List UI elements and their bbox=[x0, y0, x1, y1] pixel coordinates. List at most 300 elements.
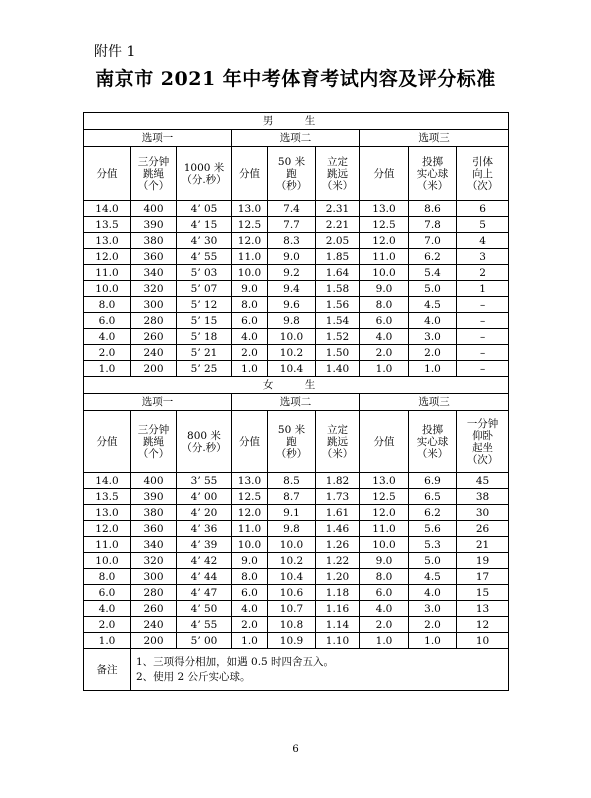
female-header-5 bbox=[316, 411, 360, 473]
female-column-headers bbox=[84, 411, 509, 473]
table-cell: 8.5 bbox=[268, 473, 316, 489]
table-cell: 8.0 bbox=[360, 297, 409, 313]
table-cell: – bbox=[457, 345, 509, 361]
table-cell: 13.0 bbox=[232, 201, 268, 217]
table-cell: 1.14 bbox=[316, 617, 360, 633]
header-line: 50 米 bbox=[277, 423, 306, 436]
male-header-7 bbox=[409, 147, 457, 201]
table-cell: 45 bbox=[457, 473, 509, 489]
table-row bbox=[84, 537, 509, 553]
table-cell: 9.0 bbox=[232, 553, 268, 569]
table-cell: 320 bbox=[131, 281, 177, 297]
table-cell: 13.0 bbox=[84, 505, 131, 521]
header-line: 跑 bbox=[286, 435, 297, 448]
table-cell: 9.2 bbox=[268, 265, 316, 281]
table-cell: 2 bbox=[457, 265, 509, 281]
male-option-2: 选项二 bbox=[232, 130, 360, 147]
table-cell: 2.0 bbox=[409, 617, 457, 633]
table-cell: 14.0 bbox=[84, 473, 131, 489]
male-header-1 bbox=[131, 147, 177, 201]
table-cell: 2.0 bbox=[409, 345, 457, 361]
header-line: 跑 bbox=[286, 167, 297, 180]
header-line: 起坐 bbox=[472, 441, 494, 454]
table-cell: 300 bbox=[131, 569, 177, 585]
table-cell: 5’ 12 bbox=[177, 297, 232, 313]
table-cell: 6.0 bbox=[232, 585, 268, 601]
table-cell: 1.58 bbox=[316, 281, 360, 297]
table-cell: 4.0 bbox=[409, 313, 457, 329]
table-cell: 380 bbox=[131, 505, 177, 521]
scoring-table bbox=[83, 112, 509, 691]
table-cell: 6.0 bbox=[360, 313, 409, 329]
table-cell: 5.4 bbox=[409, 265, 457, 281]
table-cell: 11.0 bbox=[360, 249, 409, 265]
table-cell: 1.61 bbox=[316, 505, 360, 521]
table-row bbox=[84, 297, 509, 313]
table-row bbox=[84, 217, 509, 233]
table-cell: 10 bbox=[457, 633, 509, 649]
table-cell: 2.0 bbox=[360, 617, 409, 633]
table-cell: 10.0 bbox=[268, 329, 316, 345]
header-line: （分.秒） bbox=[181, 441, 227, 454]
table-cell: 5’ 03 bbox=[177, 265, 232, 281]
table-cell: 1 bbox=[457, 281, 509, 297]
table-cell: 240 bbox=[131, 617, 177, 633]
table-cell: 5’ 00 bbox=[177, 633, 232, 649]
header-line: 分值 bbox=[239, 167, 260, 180]
table-cell: 400 bbox=[131, 201, 177, 217]
table-cell: – bbox=[457, 361, 509, 377]
table-cell: 13.0 bbox=[360, 201, 409, 217]
table-cell: 8.6 bbox=[409, 201, 457, 217]
male-header-2 bbox=[177, 147, 232, 201]
table-cell: 11.0 bbox=[232, 249, 268, 265]
header-line: （个） bbox=[137, 179, 170, 192]
table-cell: 380 bbox=[131, 233, 177, 249]
table-cell: 13.0 bbox=[232, 473, 268, 489]
header-line: 引体 bbox=[472, 155, 494, 168]
table-row bbox=[84, 265, 509, 281]
header-line: 跳远 bbox=[327, 167, 348, 180]
table-row bbox=[84, 361, 509, 377]
table-cell: 4’ 50 bbox=[177, 601, 232, 617]
table-row bbox=[84, 201, 509, 217]
male-column-headers bbox=[84, 147, 509, 201]
table-cell: 4’ 00 bbox=[177, 489, 232, 505]
table-cell: 3.0 bbox=[409, 601, 457, 617]
table-cell: 1.10 bbox=[316, 633, 360, 649]
header-line: 800 米 bbox=[187, 429, 221, 442]
male-option-3: 选项三 bbox=[360, 130, 509, 147]
male-label: 男 生 bbox=[84, 113, 509, 130]
table-cell: 9.0 bbox=[360, 281, 409, 297]
male-header-5 bbox=[316, 147, 360, 201]
table-row bbox=[84, 281, 509, 297]
table-cell: 360 bbox=[131, 249, 177, 265]
female-header-4 bbox=[268, 411, 316, 473]
table-cell: 3 bbox=[457, 249, 509, 265]
table-cell: 390 bbox=[131, 217, 177, 233]
header-line: 投掷 bbox=[422, 155, 443, 168]
table-cell: 5 bbox=[457, 217, 509, 233]
table-cell: 8.0 bbox=[232, 297, 268, 313]
table-cell: 4.5 bbox=[409, 297, 457, 313]
table-cell: 1.0 bbox=[232, 361, 268, 377]
table-cell: 1.40 bbox=[316, 361, 360, 377]
table-cell: 26 bbox=[457, 521, 509, 537]
table-cell: 260 bbox=[131, 329, 177, 345]
table-cell: 10.4 bbox=[268, 361, 316, 377]
table-cell: 6 bbox=[457, 201, 509, 217]
table-row bbox=[84, 249, 509, 265]
table-cell: 5’ 15 bbox=[177, 313, 232, 329]
table-row bbox=[84, 233, 509, 249]
table-cell: 340 bbox=[131, 537, 177, 553]
male-option-1: 选项一 bbox=[84, 130, 232, 147]
male-header-6 bbox=[360, 147, 409, 201]
table-cell: 13 bbox=[457, 601, 509, 617]
header-line: 投掷 bbox=[422, 423, 443, 436]
table-cell: 1.85 bbox=[316, 249, 360, 265]
table-cell: 4’ 36 bbox=[177, 521, 232, 537]
table-cell: 2.0 bbox=[232, 345, 268, 361]
table-cell: 2.0 bbox=[360, 345, 409, 361]
table-cell: 3’ 55 bbox=[177, 473, 232, 489]
table-cell: 12.0 bbox=[360, 233, 409, 249]
female-header-8 bbox=[457, 411, 509, 473]
table-cell: 12.0 bbox=[84, 521, 131, 537]
table-cell: 4.0 bbox=[84, 601, 131, 617]
table-cell: 240 bbox=[131, 345, 177, 361]
table-cell: 4’ 39 bbox=[177, 537, 232, 553]
table-cell: 2.31 bbox=[316, 201, 360, 217]
table-cell: 11.0 bbox=[232, 521, 268, 537]
header-line: 向上 bbox=[472, 167, 494, 180]
table-cell: 340 bbox=[131, 265, 177, 281]
table-cell: 17 bbox=[457, 569, 509, 585]
header-line: 实心球 bbox=[416, 167, 449, 180]
male-header-3 bbox=[232, 147, 268, 201]
table-cell: 9.0 bbox=[360, 553, 409, 569]
female-label: 女 生 bbox=[84, 377, 509, 394]
table-cell: 1.20 bbox=[316, 569, 360, 585]
table-cell: 10.0 bbox=[84, 281, 131, 297]
table-cell: 10.2 bbox=[268, 345, 316, 361]
table-cell: 360 bbox=[131, 521, 177, 537]
table-cell: 10.0 bbox=[232, 537, 268, 553]
table-cell: – bbox=[457, 297, 509, 313]
table-row bbox=[84, 505, 509, 521]
table-cell: 5’ 18 bbox=[177, 329, 232, 345]
header-line: 分值 bbox=[96, 435, 118, 448]
header-line: 立定 bbox=[327, 423, 348, 436]
female-header-1 bbox=[131, 411, 177, 473]
table-cell: 11.0 bbox=[84, 265, 131, 281]
header-line: （秒） bbox=[275, 447, 308, 460]
table-cell: 9.6 bbox=[268, 297, 316, 313]
table-cell: 21 bbox=[457, 537, 509, 553]
header-line: （分.秒） bbox=[181, 173, 227, 186]
table-cell: 1.52 bbox=[316, 329, 360, 345]
notes-label: 备注 bbox=[84, 649, 131, 691]
table-cell: 1.0 bbox=[409, 361, 457, 377]
male-header-8 bbox=[457, 147, 509, 201]
table-cell: 7.4 bbox=[268, 201, 316, 217]
table-cell: 5.3 bbox=[409, 537, 457, 553]
table-cell: 10.2 bbox=[268, 553, 316, 569]
table-cell: 260 bbox=[131, 601, 177, 617]
table-cell: 1.73 bbox=[316, 489, 360, 505]
table-cell: 9.0 bbox=[268, 249, 316, 265]
table-cell: 320 bbox=[131, 553, 177, 569]
table-cell: 4.0 bbox=[409, 585, 457, 601]
male-header-4 bbox=[268, 147, 316, 201]
table-cell: 6.0 bbox=[84, 585, 131, 601]
table-cell: 1.46 bbox=[316, 521, 360, 537]
table-cell: 4.5 bbox=[409, 569, 457, 585]
header-line: 三分钟 bbox=[137, 155, 170, 168]
table-cell: 13.0 bbox=[84, 233, 131, 249]
table-row bbox=[84, 329, 509, 345]
table-cell: 12.0 bbox=[232, 233, 268, 249]
table-cell: 10.0 bbox=[360, 265, 409, 281]
table-cell: 12.0 bbox=[232, 505, 268, 521]
table-cell: 10.0 bbox=[268, 537, 316, 553]
table-cell: 1.56 bbox=[316, 297, 360, 313]
table-cell: – bbox=[457, 329, 509, 345]
table-cell: 2.05 bbox=[316, 233, 360, 249]
table-cell: 10.8 bbox=[268, 617, 316, 633]
table-row bbox=[84, 633, 509, 649]
header-line: （秒） bbox=[275, 179, 308, 192]
notes-section bbox=[84, 649, 509, 691]
table-cell: 6.0 bbox=[360, 585, 409, 601]
table-cell: 1.54 bbox=[316, 313, 360, 329]
table-cell: 200 bbox=[131, 633, 177, 649]
page-number: 6 bbox=[292, 744, 299, 755]
header-line: （米） bbox=[321, 179, 354, 192]
table-row bbox=[84, 585, 509, 601]
table-cell: 9.8 bbox=[268, 521, 316, 537]
table-cell: 10.7 bbox=[268, 601, 316, 617]
table-cell: 1.26 bbox=[316, 537, 360, 553]
table-cell: 200 bbox=[131, 361, 177, 377]
table-cell: 4.0 bbox=[84, 329, 131, 345]
table-cell: 4’ 44 bbox=[177, 569, 232, 585]
header-line: 跳绳 bbox=[143, 435, 164, 448]
table-row bbox=[84, 553, 509, 569]
table-cell: 7.7 bbox=[268, 217, 316, 233]
table-cell: 12.5 bbox=[360, 489, 409, 505]
table-cell: 12.5 bbox=[360, 217, 409, 233]
table-cell: 10.0 bbox=[360, 537, 409, 553]
table-row bbox=[84, 601, 509, 617]
table-cell: 300 bbox=[131, 297, 177, 313]
table-cell: 5.6 bbox=[409, 521, 457, 537]
table-cell: 8.7 bbox=[268, 489, 316, 505]
female-option-2: 选项二 bbox=[232, 394, 360, 411]
table-cell: 12.5 bbox=[232, 217, 268, 233]
header-line: （次） bbox=[466, 179, 499, 192]
table-cell: 1.0 bbox=[84, 361, 131, 377]
table-cell: 4 bbox=[457, 233, 509, 249]
header-line: 分值 bbox=[239, 435, 260, 448]
table-cell: 1.18 bbox=[316, 585, 360, 601]
table-cell: 8.0 bbox=[84, 297, 131, 313]
table-row bbox=[84, 521, 509, 537]
table-cell: 8.3 bbox=[268, 233, 316, 249]
female-header-2 bbox=[177, 411, 232, 473]
note-line-2: 2、使用 2 公斤实心球。 bbox=[136, 670, 251, 683]
table-cell: 1.0 bbox=[84, 633, 131, 649]
table-cell: 11.0 bbox=[360, 521, 409, 537]
table-cell: 9.4 bbox=[268, 281, 316, 297]
table-cell: 1.22 bbox=[316, 553, 360, 569]
table-cell: 10.0 bbox=[232, 265, 268, 281]
table-cell: 4.0 bbox=[360, 601, 409, 617]
table-cell: 13.0 bbox=[360, 473, 409, 489]
table-cell: 2.0 bbox=[232, 617, 268, 633]
table-cell: 2.0 bbox=[84, 617, 131, 633]
header-line: （次） bbox=[466, 453, 499, 466]
table-cell: 8.0 bbox=[84, 569, 131, 585]
table-cell: 1.0 bbox=[360, 361, 409, 377]
table-cell: 12.0 bbox=[360, 505, 409, 521]
table-cell: 1.0 bbox=[360, 633, 409, 649]
table-cell: 10.6 bbox=[268, 585, 316, 601]
table-cell: 1.82 bbox=[316, 473, 360, 489]
table-cell: 15 bbox=[457, 585, 509, 601]
table-cell: 6.0 bbox=[84, 313, 131, 329]
header-line: 仰卧 bbox=[472, 429, 494, 442]
header-line: （米） bbox=[416, 179, 449, 192]
table-cell: 4’ 20 bbox=[177, 505, 232, 521]
female-option-1: 选项一 bbox=[84, 394, 232, 411]
table-cell: 7.8 bbox=[409, 217, 457, 233]
table-cell: 8.0 bbox=[360, 569, 409, 585]
female-header-3 bbox=[232, 411, 268, 473]
table-cell: 4’ 42 bbox=[177, 553, 232, 569]
table-cell: 6.2 bbox=[409, 505, 457, 521]
table-cell: 38 bbox=[457, 489, 509, 505]
table-cell: 1.64 bbox=[316, 265, 360, 281]
table-cell: 4’ 55 bbox=[177, 249, 232, 265]
table-cell: 390 bbox=[131, 489, 177, 505]
header-line: 三分钟 bbox=[137, 423, 170, 436]
table-cell: 4.0 bbox=[232, 601, 268, 617]
table-cell: 1.16 bbox=[316, 601, 360, 617]
header-line: 分值 bbox=[373, 167, 395, 180]
table-row bbox=[84, 489, 509, 505]
table-cell: 5.0 bbox=[409, 553, 457, 569]
header-line: 跳远 bbox=[327, 435, 348, 448]
page-title: 南京市 2021 年中考体育考试内容及评分标准 bbox=[95, 68, 496, 90]
header-line: 一分钟 bbox=[466, 417, 499, 430]
table-cell: 5’ 21 bbox=[177, 345, 232, 361]
table-cell: 4’ 30 bbox=[177, 233, 232, 249]
table-row bbox=[84, 569, 509, 585]
male-header-0 bbox=[84, 147, 131, 201]
table-cell: 10.0 bbox=[84, 553, 131, 569]
table-cell: 280 bbox=[131, 585, 177, 601]
table-cell: 1.0 bbox=[232, 633, 268, 649]
header-line: 1000 米 bbox=[183, 161, 225, 174]
female-header-0 bbox=[84, 411, 131, 473]
table-cell: 2.21 bbox=[316, 217, 360, 233]
table-cell: 4.0 bbox=[232, 329, 268, 345]
table-cell: 5’ 25 bbox=[177, 361, 232, 377]
table-cell: 10.9 bbox=[268, 633, 316, 649]
header-line: （个） bbox=[137, 447, 170, 460]
header-line: 分值 bbox=[96, 167, 118, 180]
table-cell: 7.0 bbox=[409, 233, 457, 249]
table-cell: 5.0 bbox=[409, 281, 457, 297]
header-line: 50 米 bbox=[277, 155, 306, 168]
table-cell: 4’ 55 bbox=[177, 617, 232, 633]
header-line: 实心球 bbox=[416, 435, 449, 448]
table-cell: 6.0 bbox=[232, 313, 268, 329]
female-header-7 bbox=[409, 411, 457, 473]
table-cell: 12.0 bbox=[84, 249, 131, 265]
table-cell: 19 bbox=[457, 553, 509, 569]
table-cell: 3.0 bbox=[409, 329, 457, 345]
table-cell: 13.5 bbox=[84, 489, 131, 505]
table-cell: 30 bbox=[457, 505, 509, 521]
table-row bbox=[84, 345, 509, 361]
table-cell: 6.9 bbox=[409, 473, 457, 489]
table-cell: 4’ 05 bbox=[177, 201, 232, 217]
table-cell: 11.0 bbox=[84, 537, 131, 553]
table-row bbox=[84, 473, 509, 489]
table-cell: 2.0 bbox=[84, 345, 131, 361]
notes-content bbox=[131, 649, 509, 691]
table-cell: 1.50 bbox=[316, 345, 360, 361]
table-cell: 9.8 bbox=[268, 313, 316, 329]
male-section bbox=[84, 113, 509, 377]
female-section bbox=[84, 377, 509, 649]
table-cell: 4’ 47 bbox=[177, 585, 232, 601]
table-cell: 9.1 bbox=[268, 505, 316, 521]
table-cell: 12.5 bbox=[232, 489, 268, 505]
table-row bbox=[84, 617, 509, 633]
table-cell: 13.5 bbox=[84, 217, 131, 233]
table-cell: 1.0 bbox=[409, 633, 457, 649]
table-cell: 280 bbox=[131, 313, 177, 329]
table-cell: 400 bbox=[131, 473, 177, 489]
header-line: （米） bbox=[321, 447, 354, 460]
table-cell: 4.0 bbox=[360, 329, 409, 345]
female-header-6 bbox=[360, 411, 409, 473]
table-cell: 4’ 15 bbox=[177, 217, 232, 233]
header-line: 立定 bbox=[327, 155, 348, 168]
note-line-1: 1、三项得分相加，如遇 0.5 时四舍五入。 bbox=[136, 655, 335, 668]
table-cell: 5’ 07 bbox=[177, 281, 232, 297]
female-option-3: 选项三 bbox=[360, 394, 509, 411]
table-cell: 9.0 bbox=[232, 281, 268, 297]
table-cell: 12 bbox=[457, 617, 509, 633]
attachment-label: 附件 1 bbox=[94, 44, 136, 60]
table-row bbox=[84, 313, 509, 329]
table-cell: – bbox=[457, 313, 509, 329]
table-cell: 8.0 bbox=[232, 569, 268, 585]
header-line: 分值 bbox=[373, 435, 395, 448]
table-cell: 14.0 bbox=[84, 201, 131, 217]
table-cell: 6.5 bbox=[409, 489, 457, 505]
header-line: 跳绳 bbox=[143, 167, 164, 180]
table-cell: 10.4 bbox=[268, 569, 316, 585]
table-cell: 6.2 bbox=[409, 249, 457, 265]
header-line: （米） bbox=[416, 447, 449, 460]
